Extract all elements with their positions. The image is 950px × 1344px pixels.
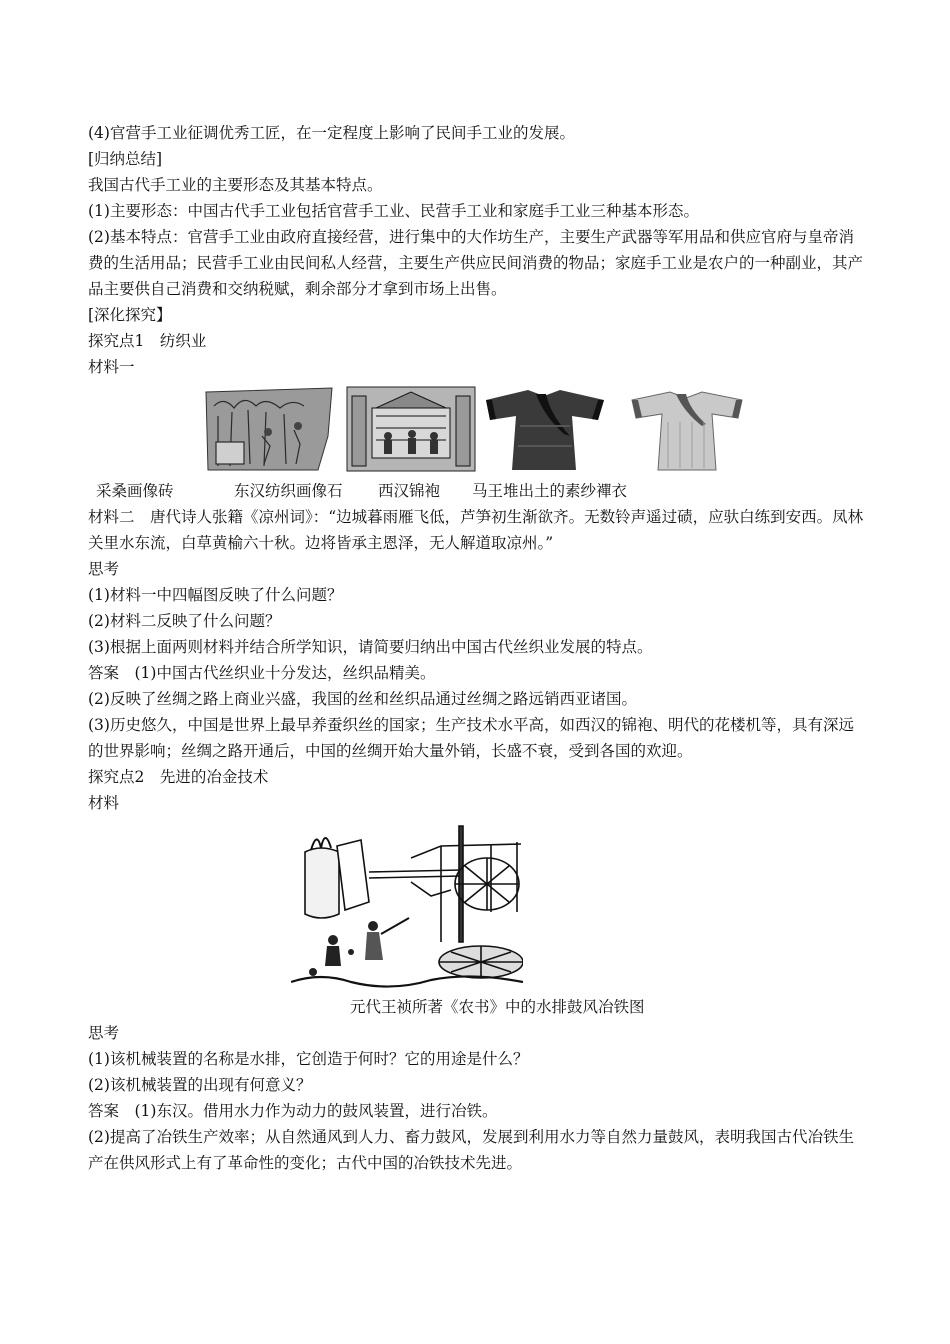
question: (2)材料二反映了什么问题？: [88, 612, 281, 630]
material-label: 材料一: [88, 358, 135, 376]
answer: (3)历史悠久，中国是世界上最早养蚕织丝的国家；生产技术水平高，如西汉的锦袍、明代的花楼机等，具有深远的世界影响；丝绸之路开通后，中国的丝绸开始大量外销，长盛不衰，受到各国的欢迎。: [88, 716, 854, 760]
caption-stone: 东汉纺织画像石: [234, 482, 343, 500]
brick-relief-image: [204, 386, 336, 472]
answer: 答案 (1)中国古代丝织业十分发达，丝织品精美。: [88, 664, 436, 682]
answer: (2)提高了冶铁生产效率；从自然通风到人力、畜力鼓风，发展到利用水力等自然力量鼓风，表明我国古代冶铁生产在供风形式上有了革命性的变化；古代中国的冶铁技术先进。: [88, 1128, 854, 1172]
subheading: 探究点1 纺织业: [88, 332, 207, 350]
stone-relief-image: [346, 386, 476, 472]
paragraph: (1)主要形态：中国古代手工业包括官营手工业、民营手工业和家庭手工业三种基本形态。: [88, 202, 699, 220]
subheading: 探究点2 先进的冶金技术: [88, 768, 269, 786]
subheading: 思考: [88, 560, 120, 578]
question: (1)材料一中四幅图反映了什么问题？: [88, 586, 343, 604]
figure-caption: 元代王祯所著《农书》中的水排鼓风冶铁图: [350, 998, 645, 1016]
image-captions: [88, 478, 868, 504]
brocade-robe-image: [480, 386, 608, 472]
caption-brick: 采桑画像砖: [96, 482, 174, 500]
section-heading: [深化探究】: [88, 306, 172, 324]
paragraph: (2)基本特点：官营手工业由政府直接经营，进行集中的大作坊生产，主要生产武器等军用品和供应官府与皇帝消费的生活用品；民营手工业由民间私人经营，主要生产供应民间消费的物品；家庭手工业是农户的一种副业，其产品主要供自己消费和交纳税赋，剩余部分才拿到市场上出售。: [88, 228, 864, 298]
document-page: [88, 120, 868, 1176]
caption-robe: 西汉锦袍: [378, 482, 441, 500]
question: (2)该机械装置的出现有何意义？: [88, 1076, 312, 1094]
subheading: 思考: [88, 1024, 120, 1042]
question: (3)根据上面两则材料并结合所学知识，请简要归纳出中国古代丝织业发展的特点。: [88, 638, 653, 656]
section-heading: [归纳总结]: [88, 150, 163, 168]
question: (1)该机械装置的名称是水排，它创造于何时？它的用途是什么？: [88, 1050, 529, 1068]
paragraph: 我国古代手工业的主要形态及其基本特点。: [88, 176, 383, 194]
answer: 答案 (1)东汉。借用水力作为动力的鼓风装置，进行冶铁。: [88, 1102, 498, 1120]
paragraph: (4)官营手工业征调优秀工匠，在一定程度上影响了民间手工业的发展。: [88, 124, 575, 142]
material-images: [88, 386, 868, 478]
water-bellows-illustration: [88, 822, 868, 994]
answer: (2)反映了丝绸之路上商业兴盛，我国的丝和丝织品通过丝绸之路远销西亚诸国。: [88, 690, 637, 708]
plain-gauze-garment-image: [628, 386, 746, 472]
caption-gauze: 马王堆出土的素纱襌衣: [472, 482, 628, 500]
paragraph: 材料二 唐代诗人张籍《凉州词》：“边城暮雨雁飞低，芦笋初生渐欲齐。无数铃声遥过碛，应驮白练到安西。凤林关里水东流，白草黄榆六十秋。边将皆承主恩泽，无人解道取凉州。”: [88, 508, 864, 552]
material-label: 材料: [88, 794, 120, 812]
